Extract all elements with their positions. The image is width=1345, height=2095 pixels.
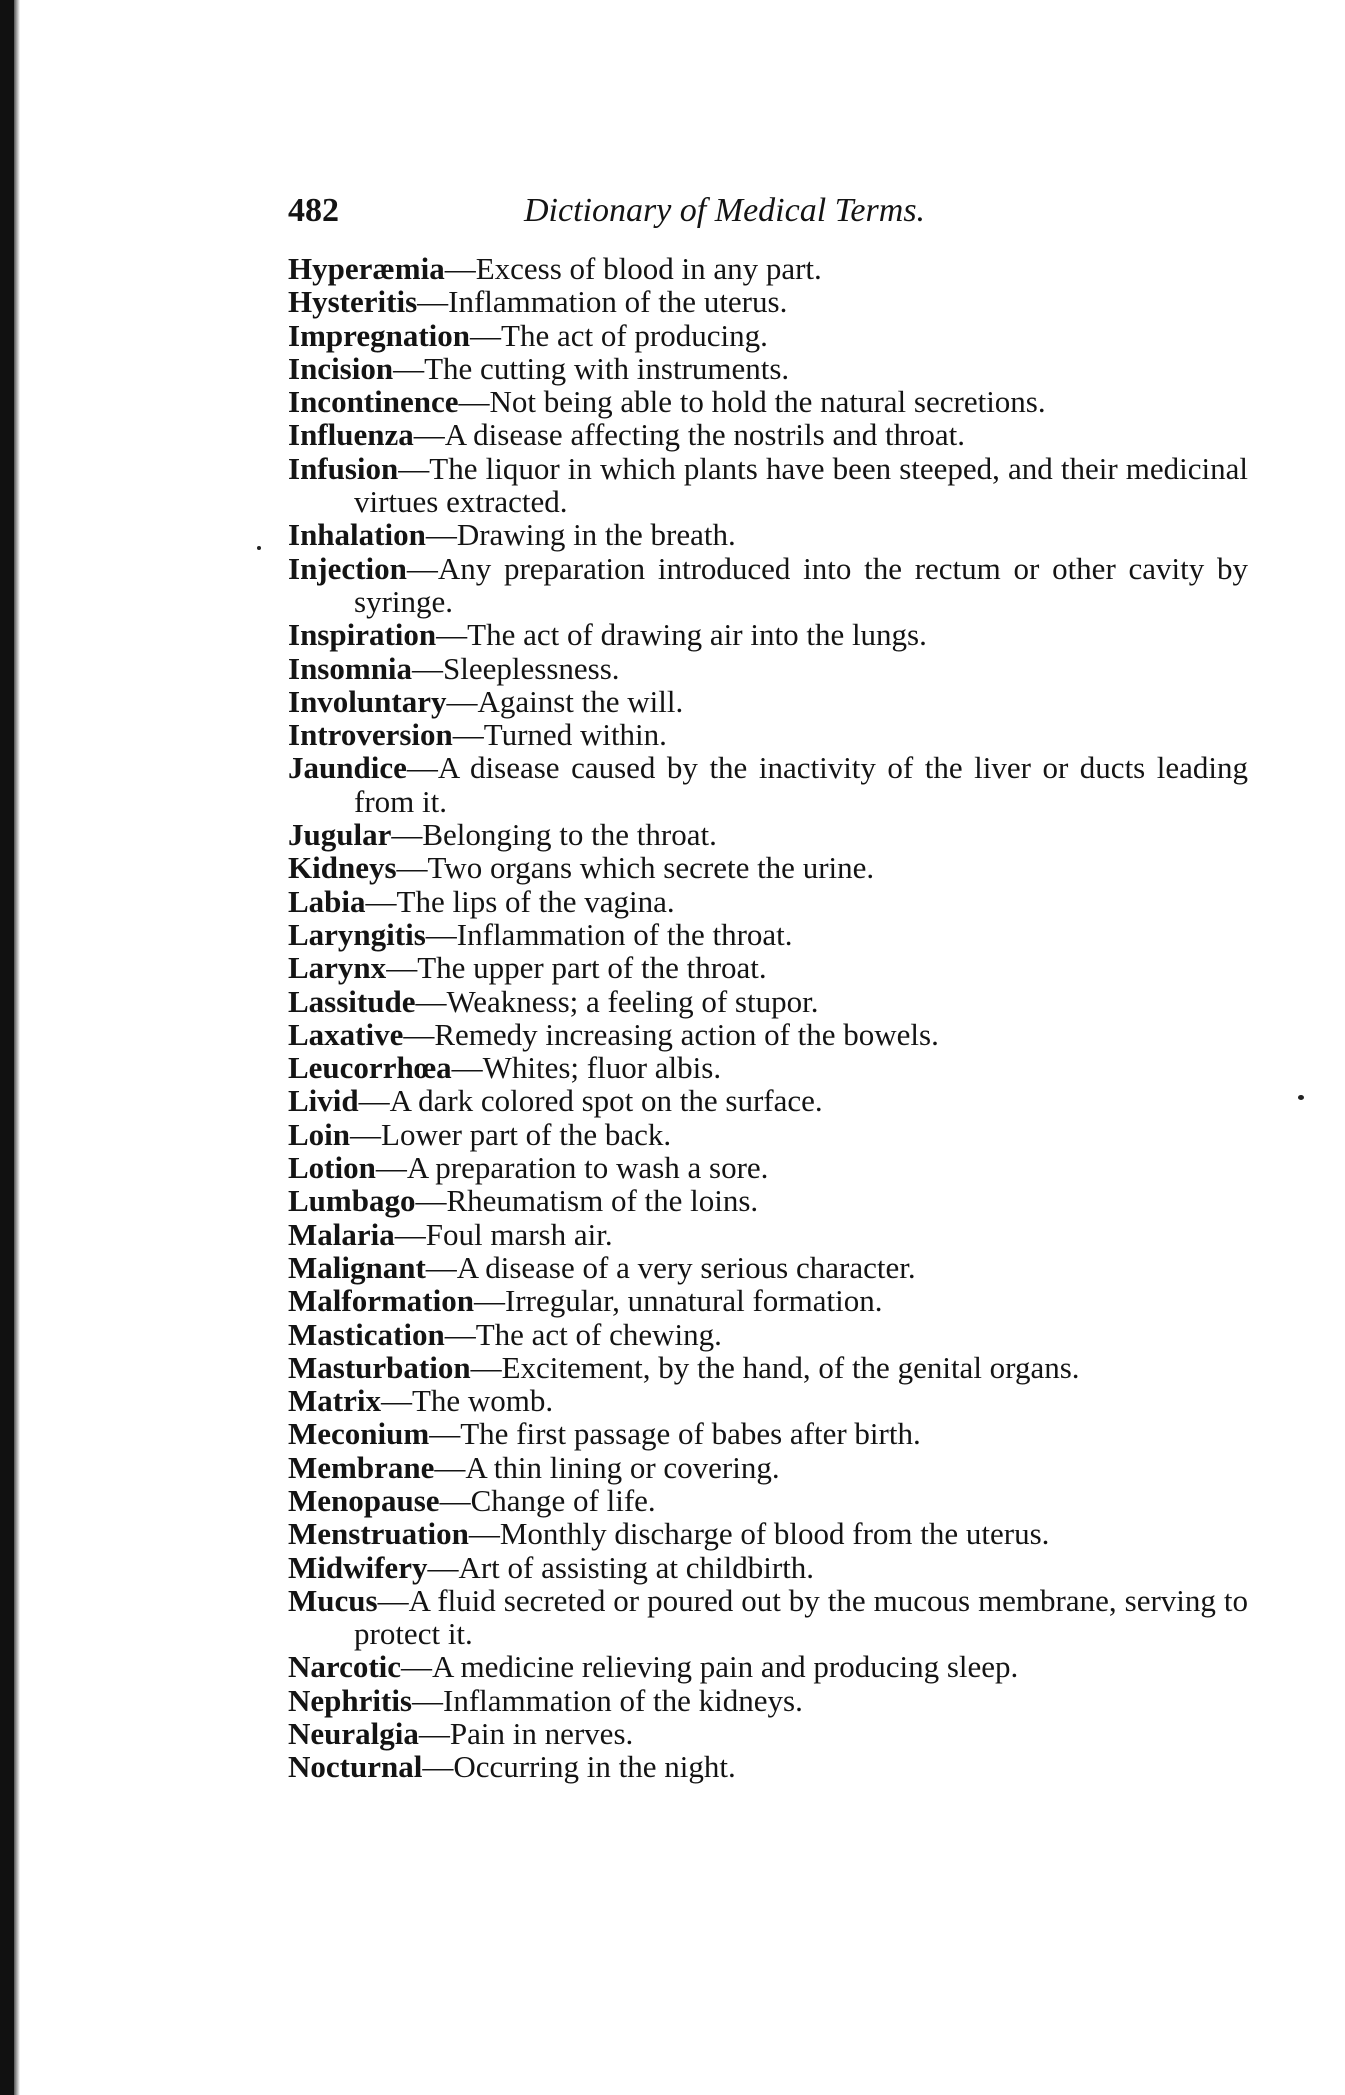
dictionary-entry (288, 452, 1248, 519)
dictionary-entry (288, 885, 1248, 918)
entry-definition: —A thin lining or covering. (434, 1449, 780, 1485)
dictionary-entry (288, 951, 1248, 984)
entry-definition: —The lips of the vagina. (365, 883, 675, 919)
dictionary-entry (288, 1018, 1248, 1051)
entry-term: Insomnia (288, 650, 413, 686)
entry-definition: —Any preparation introduced into the rectum or other cavity by syringe. (354, 550, 1248, 619)
dictionary-entry (288, 1051, 1248, 1084)
entry-term: Neuralgia (288, 1716, 419, 1752)
dictionary-entry (288, 652, 1248, 685)
dictionary-entry (288, 285, 1248, 318)
entry-term: Malaria (288, 1216, 395, 1252)
entry-term: Incision (288, 350, 394, 386)
entry-definition: —The first passage of babes after birth. (429, 1416, 921, 1452)
entry-definition: —Lower part of the back. (350, 1116, 672, 1152)
entry-term: Matrix (288, 1383, 381, 1419)
entry-definition: —Change of life. (439, 1482, 656, 1518)
dictionary-entry (288, 418, 1248, 451)
dictionary-entry (288, 918, 1248, 951)
entry-definition: —The act of chewing. (444, 1316, 722, 1352)
dictionary-entry (288, 1384, 1248, 1417)
print-speck (257, 546, 261, 550)
entry-term: Involuntary (288, 683, 447, 719)
entry-term: Masturbation (288, 1349, 471, 1385)
entry-definition: —Belonging to the throat. (391, 817, 717, 853)
entry-term: Influenza (288, 417, 414, 453)
entry-definition: —The upper part of the throat. (386, 950, 767, 986)
page-header (288, 192, 1248, 242)
dictionary-entry (288, 352, 1248, 385)
dictionary-entry (288, 552, 1248, 619)
entry-term: Malignant (288, 1249, 426, 1285)
dictionary-entry (288, 1484, 1248, 1517)
entry-definition: —Excitement, by the hand, of the genital organs. (470, 1349, 1080, 1385)
print-speck (1298, 1095, 1304, 1100)
entry-definition: —Foul marsh air. (394, 1216, 613, 1252)
entry-definition: —A preparation to wash a sore. (375, 1150, 769, 1186)
entry-definition: —Inflammation of the kidneys. (412, 1682, 803, 1718)
dictionary-entry (288, 1451, 1248, 1484)
entry-definition: —Occurring in the night. (422, 1749, 736, 1785)
entry-definition: —A disease of a very serious character. (425, 1249, 916, 1285)
dictionary-entry (288, 718, 1248, 751)
dictionary-entry (288, 1318, 1248, 1351)
dictionary-entry (288, 1684, 1248, 1717)
entry-definition: —Monthly discharge of blood from the uterus. (468, 1516, 1050, 1552)
dictionary-entry (288, 851, 1248, 884)
dictionary-entry (288, 1284, 1248, 1317)
entry-definition: —Excess of blood in any part. (444, 251, 822, 286)
dictionary-entry (288, 1251, 1248, 1284)
entry-term: Inhalation (288, 517, 426, 553)
entry-definition: —The liquor in which plants have been steeped, and their medicinal virtues extracted. (354, 450, 1248, 520)
dictionary-entries (288, 252, 1248, 1784)
entry-term: Laxative (288, 1016, 404, 1052)
dictionary-entry (288, 1151, 1248, 1184)
entry-definition: —Against the will. (446, 683, 684, 719)
dictionary-entry (288, 1218, 1248, 1251)
entry-term: Larynx (288, 950, 387, 986)
entry-definition: —A dark colored spot on the surface. (358, 1083, 823, 1119)
entry-definition: —Two organs which secrete the urine. (396, 850, 875, 886)
running-title: Dictionary of Medical Terms. (524, 192, 926, 229)
entry-definition: —A fluid secreted or poured out by the mucous membrane, serving to protect it. (354, 1582, 1248, 1652)
entry-term: Infusion (288, 450, 399, 486)
entry-term: Midwifery (288, 1549, 428, 1585)
entry-definition: —Art of assisting at childbirth. (427, 1549, 815, 1585)
entry-definition: —Pain in nerves. (418, 1716, 634, 1752)
entry-term: Loin (288, 1116, 351, 1152)
entry-term: Mucus (288, 1582, 378, 1618)
entry-definition: —Rheumatism of the loins. (415, 1183, 759, 1219)
entry-term: Injection (288, 550, 407, 586)
entry-term: Hyperæmia (288, 251, 445, 286)
entry-term: Meconium (288, 1416, 430, 1452)
book-spine-shadow (0, 0, 14, 2095)
entry-definition: —A medicine relieving pain and producing sleep. (401, 1649, 1019, 1685)
entry-term: Membrane (288, 1449, 435, 1485)
dictionary-entry (288, 985, 1248, 1018)
entry-term: Nocturnal (288, 1749, 423, 1785)
dictionary-entry (288, 751, 1248, 818)
entry-term: Nephritis (288, 1682, 412, 1718)
entry-definition: —Inflammation of the throat. (425, 916, 793, 952)
dictionary-entry (288, 518, 1248, 551)
dictionary-entry (288, 1417, 1248, 1450)
entry-term: Mastication (288, 1316, 445, 1352)
entry-term: Lumbago (288, 1183, 416, 1219)
entry-term: Jaundice (288, 750, 407, 786)
entry-definition: —The womb. (380, 1383, 554, 1419)
entry-term: Narcotic (288, 1649, 402, 1685)
entry-definition: —The act of producing. (470, 317, 768, 353)
entry-term: Jugular (288, 817, 392, 853)
entry-term: Menstruation (288, 1516, 469, 1552)
entry-definition: —The act of drawing air into the lungs. (436, 617, 927, 653)
entry-definition: —Weakness; a feeling of stupor. (415, 983, 819, 1019)
entry-definition: —Sleeplessness. (412, 650, 620, 686)
dictionary-entry (288, 1717, 1248, 1750)
book-spine-edge (14, 0, 20, 2095)
dictionary-entry (288, 818, 1248, 851)
dictionary-entry (288, 319, 1248, 352)
entry-term: Laryngitis (288, 916, 426, 952)
entry-definition: —Not being able to hold the natural secretions. (458, 384, 1046, 420)
entry-term: Leucorrhœa (288, 1050, 452, 1086)
dictionary-entry (288, 1584, 1248, 1651)
dictionary-entry (288, 1118, 1248, 1151)
entry-definition: —Remedy increasing action of the bowels. (403, 1016, 939, 1052)
entry-definition: —Drawing in the breath. (425, 517, 736, 553)
entry-term: Menopause (288, 1482, 440, 1518)
entry-term: Malformation (288, 1283, 474, 1319)
dictionary-entry (288, 1084, 1248, 1117)
entry-term: Inspiration (288, 617, 437, 653)
entry-term: Impregnation (288, 317, 471, 353)
entry-definition: —Whites; fluor albis. (451, 1050, 722, 1086)
entry-term: Incontinence (288, 384, 459, 420)
entry-definition: —The cutting with instruments. (393, 350, 790, 386)
entry-definition: —Inflammation of the uterus. (417, 284, 788, 320)
page-number: 482 (288, 192, 339, 229)
dictionary-entry (288, 1551, 1248, 1584)
entry-term: Hysteritis (288, 284, 418, 320)
dictionary-entry (288, 618, 1248, 651)
entry-term: Introversion (288, 717, 453, 753)
entry-term: Labia (288, 883, 366, 919)
entry-term: Livid (288, 1083, 359, 1119)
dictionary-entry (288, 1750, 1248, 1783)
entry-definition: —Irregular, unnatural formation. (473, 1283, 883, 1319)
entry-definition: —Turned within. (452, 717, 667, 753)
dictionary-entry (288, 1517, 1248, 1550)
entry-definition: —A disease caused by the inactivity of the liver or ducts leading from it. (354, 750, 1248, 819)
entry-term: Lotion (288, 1150, 376, 1186)
entry-term: Lassitude (288, 983, 416, 1019)
dictionary-entry (288, 385, 1248, 418)
dictionary-entry (288, 1184, 1248, 1217)
dictionary-entry (288, 1650, 1248, 1683)
dictionary-entry (288, 1351, 1248, 1384)
dictionary-entry (288, 252, 1248, 285)
entry-definition: —A disease affecting the nostrils and throat. (413, 417, 966, 453)
entry-term: Kidneys (288, 850, 397, 886)
dictionary-entry (288, 685, 1248, 718)
